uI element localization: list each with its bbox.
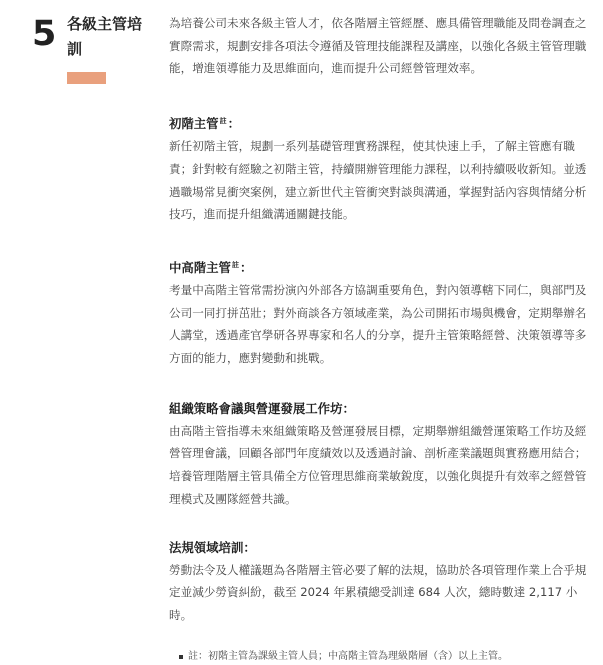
heading-colon: ： bbox=[227, 116, 240, 132]
block-strategy-workshop bbox=[169, 398, 597, 511]
note-marker: 註 bbox=[231, 260, 239, 269]
block-senior-managers bbox=[169, 254, 597, 370]
heading-text: 初階主管 bbox=[169, 116, 219, 132]
accent-bar bbox=[67, 72, 106, 84]
heading-text: 中高階主管 bbox=[169, 259, 231, 275]
heading-junior-managers bbox=[169, 110, 597, 135]
section-number: 5 bbox=[32, 14, 57, 54]
paragraph-senior-managers: 考量中高階主管常需扮演內外部各方協調重要角色，對內領導轄下同仁，與部門及公司一同打拼茁壯；對外商談各方領域產業，為公司開拓市場與機會，定期舉辦名人講堂，透過產官學研各界專家和名人的分享，提升主管策略經營、決策領導等多方面的能力，應對變動和挑戰。 bbox=[169, 282, 587, 366]
note-marker: 註 bbox=[219, 117, 227, 126]
heading-senior-managers bbox=[169, 254, 597, 279]
heading-strategy-workshop: 組織策略會議與營運發展工作坊： bbox=[169, 400, 355, 416]
block-regulation-training bbox=[169, 537, 597, 627]
heading-regulation-training: 法規領域培訓： bbox=[169, 539, 256, 555]
heading-colon: ： bbox=[239, 259, 253, 275]
intro-paragraph: 為培養公司未來各級主管人才，依各階層主管經歷、應具備管理職能及問卷調查之實際需求，規劃安排各項法令遵循及管理技能課程及講座，以強化各級主管管理職能，增進領導能力及思維面向，進而提升公司經營管理效率。 bbox=[169, 16, 587, 76]
block-junior-managers bbox=[169, 110, 597, 226]
footnote-text: 註：初階主管為課級主管人員；中高階主管為理級階層（含）以上主管。 bbox=[188, 650, 508, 662]
paragraph-junior-managers: 新任初階主管，規劃一系列基礎管理實務課程，使其快速上手，了解主管應有職責；針對較有經驗之初階主管，持續開辦管理能力課程，以利持續吸收新知。並透過職場常見衝突案例，建立新世代主管衝突對談與溝通，掌握對話內容與情緒分析技巧，進而提升組織溝通關鍵技能。 bbox=[169, 139, 587, 222]
paragraph-strategy-workshop: 由高階主管指導未來組織策略及營運發展目標，定期舉辦組織營運策略工作坊及經營管理會議，回顧各部門年度績效以及透過討論、剖析產業議題與實務應用結合；培養管理階層主管具備全方位管理思維商業敏銳度，以強化與提升有效率之經營管理模式及團隊經營共識。 bbox=[169, 423, 587, 506]
section-title: 各級主管培訓 bbox=[67, 15, 143, 58]
paragraph-regulation-training: 勞動法令及人權議題為各階層主管必要了解的法規，協助於各項管理作業上合乎規定並減少勞資糾紛，截至 2024 年累積總受訓達 684 人次，總時數達 2,117 小時。 bbox=[169, 562, 587, 622]
content-column bbox=[169, 12, 597, 665]
